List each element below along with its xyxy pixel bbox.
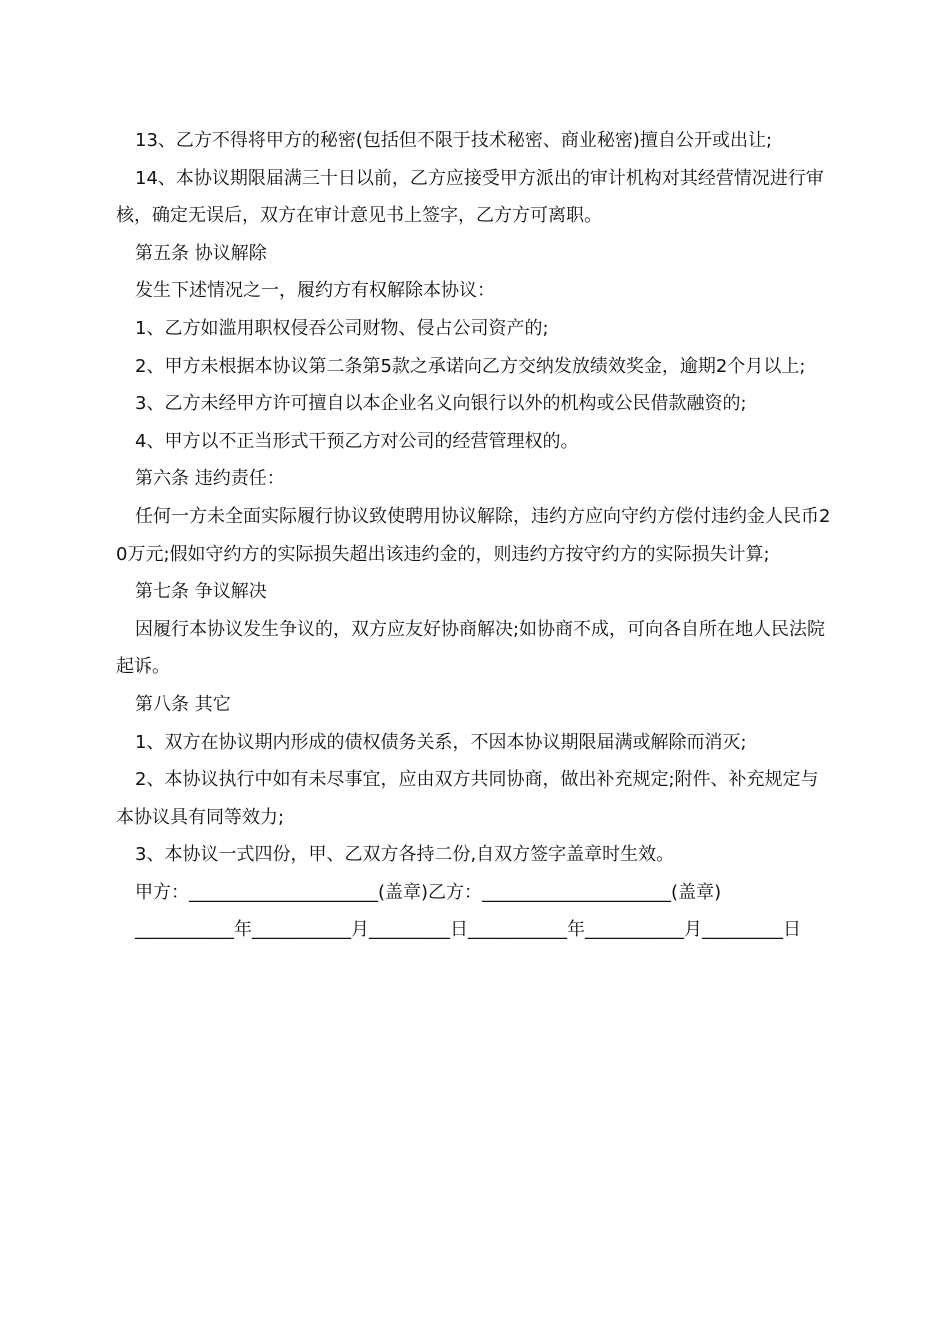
article-5-heading: 第五条 协议解除 xyxy=(135,242,267,264)
clause-13: 13、乙方不得将甲方的秘密(包括但不限于技术秘密、商业秘密)擅自公开或出让; xyxy=(135,130,773,151)
termination-item-3: 3、乙方未经甲方许可擅自以本企业名义向银行以外的机构或公民借款融资的; xyxy=(135,393,747,415)
article-7-heading: 第七条 争议解决 xyxy=(135,581,267,603)
other-item-1: 1、双方在协议期内形成的债权债务关系，不因本协议期限届满或解除而消灭; xyxy=(135,731,747,753)
termination-intro: 发生下述情况之一，履约方有权解除本协议： xyxy=(135,280,495,302)
signature-line: 甲方：_____________________(盖章)乙方：_____________________(盖章) xyxy=(135,881,722,903)
dispute-text: 因履行本协议发生争议的，双方应友好协商解决;如协商不成，可向各自所在地人民法院起诉。 xyxy=(116,618,826,678)
article-6-heading: 第六条 违约责任： xyxy=(135,468,285,490)
date-line: ___________年___________月_________日___________年___________月_________日 xyxy=(135,919,801,941)
termination-item-4: 4、甲方以不正当形式干预乙方对公司的经营管理权的。 xyxy=(135,430,579,452)
termination-item-2: 2、甲方未根据本协议第二条第5款之承诺向乙方交纳发放绩效奖金，逾期2个月以上; xyxy=(135,355,806,377)
liability-text: 任何一方未全面实际履行协议致使聘用协议解除，违约方应向守约方偿付违约金人民币20万元;假如守约方的实际损失超出该违约金的，则违约方按守约方的实际损失计算; xyxy=(116,505,831,565)
other-item-3: 3、本协议一式四份，甲、乙双方各持二份,自双方签字盖章时生效。 xyxy=(135,844,675,866)
document-body xyxy=(116,122,836,949)
termination-item-1: 1、乙方如滥用职权侵吞公司财物、侵占公司资产的; xyxy=(135,317,549,339)
other-item-2: 2、本协议执行中如有未尽事宜，应由双方共同协商，做出补充规定;附件、补充规定与本协议具有同等效力; xyxy=(116,769,819,828)
clause-14: 14、本协议期限届满三十日以前，乙方应接受甲方派出的审计机构对其经营情况进行审核，确定无误后，双方在审计意见书上签字，乙方方可离职。 xyxy=(116,167,824,227)
article-8-heading: 第八条 其它 xyxy=(135,693,231,715)
